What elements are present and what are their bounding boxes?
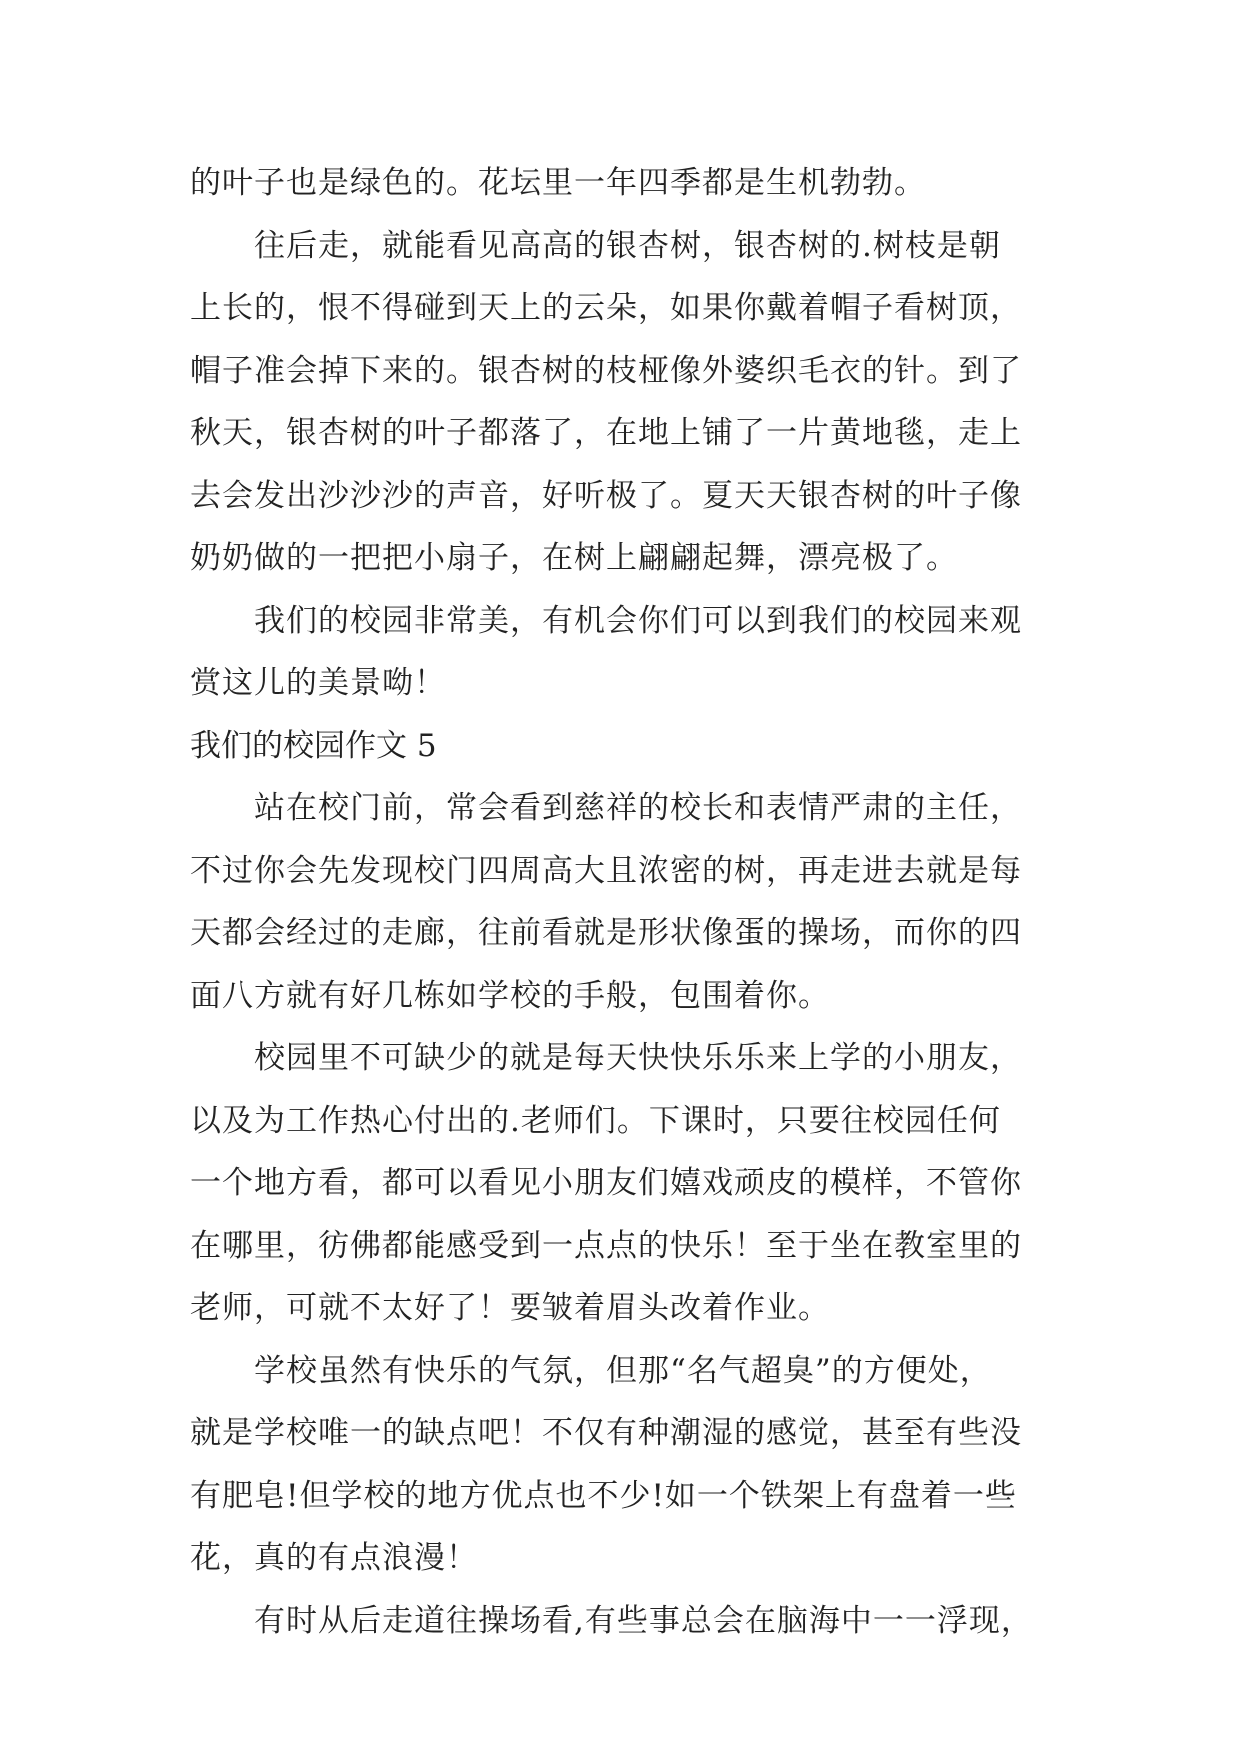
paragraph-line: 老师，可就不太好了！要皱着眉头改着作业。	[190, 1290, 830, 1326]
paragraph-line: 的叶子也是绿色的。花坛里一年四季都是生机勃勃。	[190, 165, 926, 201]
paragraph-line: 我们的校园非常美，有机会你们可以到我们的校园来观	[254, 602, 1022, 639]
paragraph-line: 秋天，银杏树的叶子都落了，在地上铺了一片黄地毯，走上	[190, 415, 1022, 451]
paragraph-line: 帽子准会掉下来的。银杏树的枝桠像外婆织毛衣的针。到了	[190, 352, 1022, 389]
paragraph-line: 有时从后走道往操场看,有些事总会在脑海中一一浮现，	[254, 1602, 1033, 1639]
paragraph-line: 赏这儿的美景呦！	[190, 665, 446, 701]
paragraph-line: 校园里不可缺少的就是每天快快乐乐来上学的小朋友，	[254, 1040, 1022, 1076]
paragraph-line: 一个地方看，都可以看见小朋友们嬉戏顽皮的模样，不管你	[190, 1165, 1022, 1201]
paragraph-line: 面八方就有好几栋如学校的手般，包围着你。	[190, 977, 830, 1014]
section-heading: 我们的校园作文 5	[190, 727, 437, 764]
paragraph-line: 奶奶做的一把把小扇子，在树上翩翩起舞，漂亮极了。	[190, 540, 958, 576]
paragraph-line: 天都会经过的走廊，往前看就是形状像蛋的操场，而你的四	[190, 915, 1022, 951]
paragraph-line: 站在校门前，常会看到慈祥的校长和表情严肃的主任，	[254, 790, 1022, 826]
paragraph-line: 往后走，就能看见高高的银杏树，银杏树的.树枝是朝	[254, 227, 1001, 264]
paragraph-line: 不过你会先发现校门四周高大且浓密的树，再走进去就是每	[190, 852, 1022, 889]
paragraph-line: 有肥皂!但学校的地方优点也不少!如一个铁架上有盘着一些	[190, 1477, 1017, 1514]
paragraph-line: 就是学校唯一的缺点吧！不仅有种潮湿的感觉，甚至有些没	[190, 1415, 1022, 1451]
paragraph-line: 上长的，恨不得碰到天上的云朵，如果你戴着帽子看树顶，	[190, 290, 1022, 326]
paragraph-line: 学校虽然有快乐的气氛，但那“名气超臭”的方便处，	[254, 1352, 992, 1389]
paragraph-line: 以及为工作热心付出的.老师们。下课时，只要往校园任何	[190, 1102, 1001, 1139]
paragraph-line: 去会发出沙沙沙的声音，好听极了。夏天天银杏树的叶子像	[190, 477, 1022, 514]
document-body	[190, 152, 1070, 1652]
paragraph-line: 在哪里，彷佛都能感受到一点点的快乐！至于坐在教室里的	[190, 1227, 1022, 1264]
paragraph-line: 花，真的有点浪漫！	[190, 1540, 478, 1576]
